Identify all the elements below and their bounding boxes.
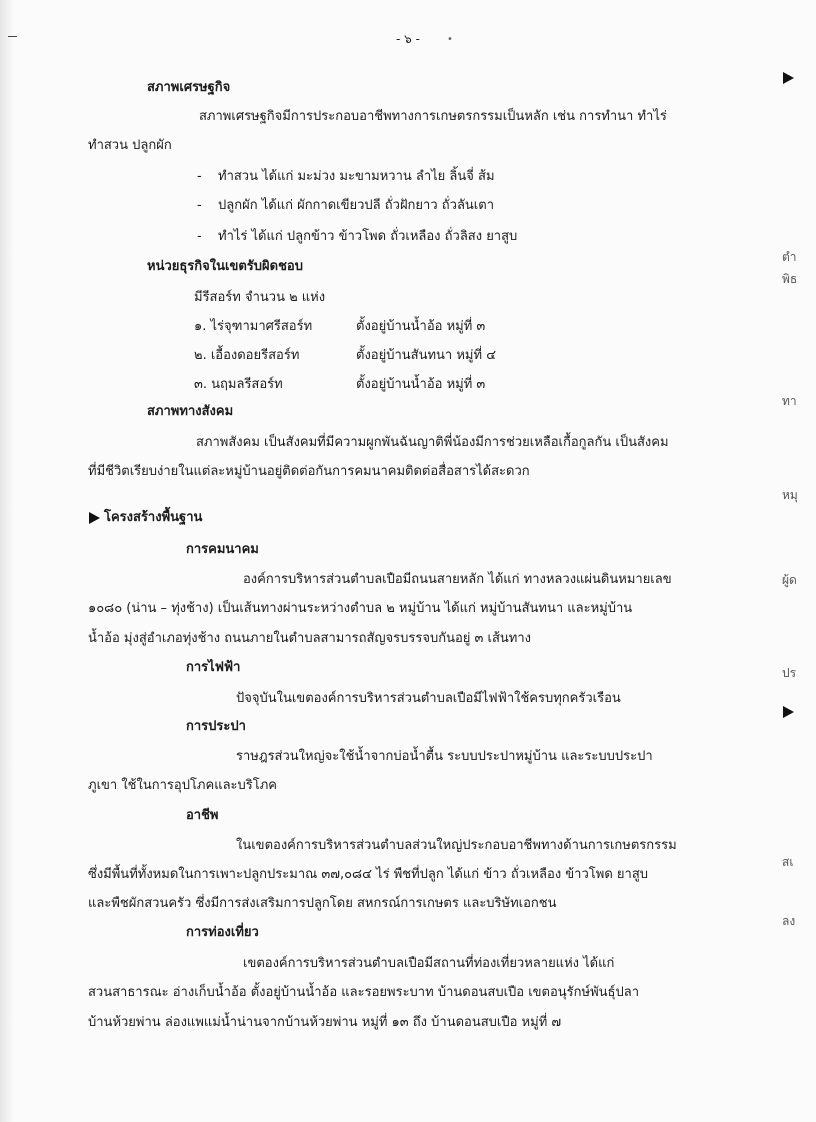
scan-left-edge xyxy=(0,0,14,1122)
bullet-dash: - xyxy=(197,169,202,184)
transport-line: ๑๐๘๐ (น่าน – ทุ่งช้าง) เป็นเส้นทางผ่านระหว่างตำบล ๒ หมู่บ้าน ได้แก่ หมู่บ้านสันทนา และหมู่บ้าน xyxy=(88,601,633,616)
resort-name: ๒. เอื้องดอยรีสอร์ท xyxy=(194,348,300,363)
water-line: ภูเขา ใช้ในการอุปโภคและบริโภค xyxy=(88,778,278,793)
economy-heading: สภาพเศรษฐกิจ xyxy=(147,80,231,95)
scan-dot: • xyxy=(447,34,453,45)
tourism-heading: การท่องเที่ยว xyxy=(186,925,259,940)
resort-location: ตั้งอยู่บ้านสันทนา หมู่ที่ ๔ xyxy=(356,348,497,363)
resort-location: ตั้งอยู่บ้านน้ำอ้อ หมู่ที่ ๓ xyxy=(356,319,486,334)
resort-name: ๑. ไร่จุฑามาศรีสอร์ท xyxy=(194,319,313,334)
section-arrow-icon xyxy=(89,512,100,524)
resort-name: ๓. นฤมลรีสอร์ท xyxy=(194,377,283,392)
tourism-line: บ้านห้วยพ่าน ล่องแพแม่น้ำน่านจากบ้านห้วยพ่าน หมู่ที่ ๑๓ ถึง บ้านดอนสบเปือ หมู่ที่ ๗ xyxy=(88,1015,562,1030)
occupation-line: และพืชผักสวนครัว ซึ่งมีการส่งเสริมการปลูกโดย สหกรณ์การเกษตร และบริษัทเอกชน xyxy=(88,896,557,911)
margin-arrow-icon xyxy=(783,706,794,718)
bullet-dash: - xyxy=(197,198,202,213)
water-heading: การประปา xyxy=(186,719,246,734)
business-intro: มีรีสอร์ท จำนวน ๒ แห่ง xyxy=(194,290,326,305)
social-heading: สภาพทางสังคม xyxy=(147,404,234,419)
electricity-line: ปัจจุบันในเขตองค์การบริหารส่วนตำบลเปือมีไฟฟ้าใช้ครบทุกครัวเรือน xyxy=(236,691,621,706)
margin-fragment: ปร xyxy=(782,666,797,680)
occupation-line: ซึ่งมีพื้นที่ทั้งหมดในการเพาะปลูกประมาณ ๓๗,๐๘๔ ไร่ พืชที่ปลูก ได้แก่ ข้าว ถั่วเหลือง ข้าวโพด ยาสูบ xyxy=(88,867,649,882)
occupation-heading: อาชีพ xyxy=(186,808,219,823)
infrastructure-heading: โครงสร้างพื้นฐาน xyxy=(104,510,203,525)
margin-fragment: ทา xyxy=(782,394,797,408)
economy-paragraph-line: ทำสวน ปลูกผัก xyxy=(88,138,172,153)
economy-bullet: ทำสวน ได้แก่ มะม่วง มะขามหวาน ลำไย ลิ้นจี่ ส้ม xyxy=(218,169,495,184)
margin-arrow-icon xyxy=(783,72,794,84)
transport-line: องค์การบริหารส่วนตำบลเปือมีถนนสายหลัก ได้แก่ ทางหลวงแผ่นดินหมายเลข xyxy=(243,572,672,587)
social-paragraph-line: ที่มีชีวิตเรียบง่ายในแต่ละหมู่บ้านอยู่ติดต่อกันการคมนาคมติดต่อสื่อสารได้สะดวก xyxy=(88,464,530,479)
bullet-dash: - xyxy=(197,229,202,244)
margin-fragment: หมุ xyxy=(782,488,798,502)
margin-fragment: ลง xyxy=(782,914,796,928)
water-line: ราษฎรส่วนใหญ่จะใช้น้ำจากบ่อน้ำตื้น ระบบประปาหมู่บ้าน และระบบประปา xyxy=(236,749,653,764)
margin-fragment: ตำ xyxy=(782,250,797,264)
page-number: - ๖ - xyxy=(396,32,420,46)
margin-fragment: พิธ xyxy=(782,272,798,286)
tourism-line: สวนสาธารณะ อ่างเก็บน้ำอ้อ ตั้งอยู่บ้านน้ำอ้อ และรอยพระบาท บ้านดอนสบเปือ เขตอนุรักษ์พันธุ์ปลา xyxy=(88,985,640,1000)
economy-paragraph-line: สภาพเศรษฐกิจมีการประกอบอาชีพทางการเกษตรกรรมเป็นหลัก เช่น การทำนา ทำไร่ xyxy=(199,109,667,124)
business-heading: หน่วยธุรกิจในเขตรับผิดชอบ xyxy=(147,259,303,274)
margin-fragment: สเ xyxy=(782,855,794,869)
occupation-line: ในเขตองค์การบริหารส่วนตำบลส่วนใหญ่ประกอบอาชีพทางด้านการเกษตรกรรม xyxy=(236,838,677,853)
economy-bullet: ปลูกผัก ได้แก่ ผักกาดเขียวปลี ถั่วฝักยาว ถั่วลันเตา xyxy=(218,198,494,213)
electricity-heading: การไฟฟ้า xyxy=(186,660,241,675)
resort-location: ตั้งอยู่บ้านน้ำอ้อ หมู่ที่ ๓ xyxy=(356,377,486,392)
social-paragraph-line: สภาพสังคม เป็นสังคมที่มีความผูกพันฉันญาติพี่น้องมีการช่วยเหลือเกื้อกูลกัน เป็นสังคม xyxy=(196,435,669,450)
tourism-line: เขตองค์การบริหารส่วนตำบลเปือมีสถานที่ท่องเที่ยวหลายแห่ง ได้แก่ xyxy=(243,956,615,971)
economy-bullet: ทำไร่ ได้แก่ ปลูกข้าว ข้าวโพด ถั่วเหลือง ถั่วลิสง ยาสูบ xyxy=(218,229,518,244)
transport-line: น้ำอ้อ มุ่งสู่อำเภอทุ่งช้าง ถนนภายในตำบลสามารถสัญจรบรรจบกันอยู่ ๓ เส้นทาง xyxy=(88,631,532,646)
scan-mark xyxy=(8,36,17,37)
margin-fragment: ผู้ด xyxy=(782,573,797,587)
transport-heading: การคมนาคม xyxy=(186,542,259,557)
